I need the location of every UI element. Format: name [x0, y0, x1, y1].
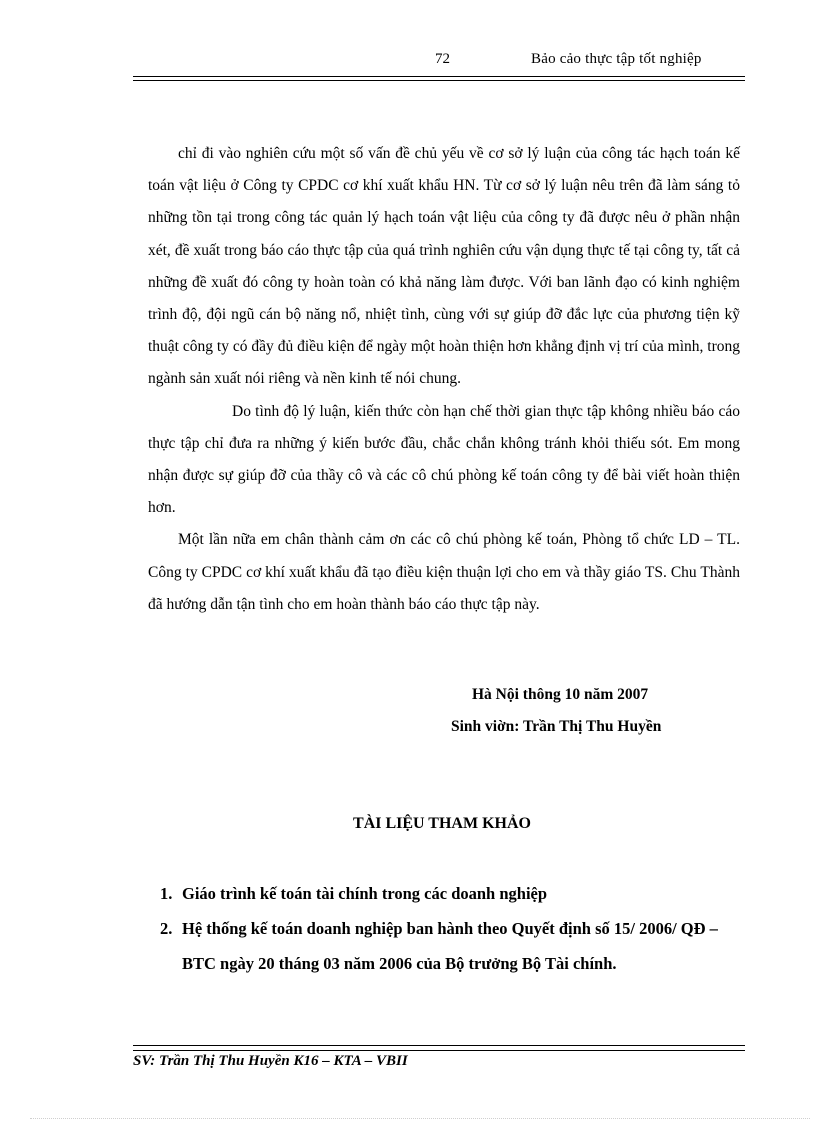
signature-date: Hà Nội thông 10 năm 2007	[472, 686, 649, 703]
page-header	[133, 51, 745, 75]
footer-divider	[133, 1045, 745, 1051]
reference-number: 2.	[160, 919, 173, 938]
header-title: Bảo cảo thực tập tốt nghiệp	[531, 51, 702, 67]
paragraph: Một lần nữa em chân thành cảm ơn các cô chú phòng kế toán, Phòng tổ chức LD – TL. Công ty CPDC cơ khí xuất khẩu đã tạo điều kiện thuận lợi cho em và thầy giáo TS. Chu Thành đã hướng dẫn tận tình cho em hoàn thành báo cáo thực tập này.	[148, 531, 740, 613]
signature-name: Sinh viờn: Trần Thị Thu Huyền	[451, 718, 662, 735]
body-text	[148, 138, 740, 621]
reference-text: Hệ thống kế toán doanh nghiệp ban hành theo Quyết định số 15/ 2006/ QĐ – BTC ngày 20 tháng 03 năm 2006 của Bộ trưởng Bộ Tài chính.	[182, 919, 718, 973]
page-number: 72	[435, 51, 450, 67]
header-divider	[133, 76, 745, 81]
reference-text: Giáo trình kế toán tài chính trong các doanh nghiệp	[182, 884, 548, 903]
references-heading: TÀI LIỆU THAM KHẢO	[353, 815, 531, 832]
reference-item	[160, 911, 745, 981]
references-list	[160, 876, 745, 981]
reference-item	[160, 876, 745, 911]
footer-text: SV: Trần Thị Thu Huyền K16 – KTA – VBII	[133, 1053, 408, 1069]
paragraph: Do tình độ lý luận, kiến thức còn hạn chế thời gian thực tập không nhiều báo cáo thực tập chỉ đưa ra những ý kiến bước đầu, chắc chắn không tránh khỏi thiếu sót. Em mong nhận được sự giúp đỡ của thầy cô và các cô chú phòng kế toán công ty để bài viết hoàn thiện hơn.	[148, 402, 740, 517]
paragraph: chỉ đi vào nghiên cứu một số vấn đề chủ yếu về cơ sở lý luận của công tác hạch toán kế toán vật liệu ở Công ty CPDC cơ khí xuất khẩu HN. Từ cơ sở lý luận nêu trên đã làm sáng tỏ những tồn tại trong công tác quản lý hạch toán vật liệu của công ty đã được nêu ở phần nhận xét, đề xuất trong báo cáo thực tập của quá trình nghiên cứu vận dụng thực tế tại công ty, tất cả những đề xuất đó công ty hoàn toàn có khả năng làm được. Với ban lãnh đạo có kinh nghiệm trình độ, đội ngũ cán bộ năng nổ, nhiệt tình, cùng với sự giúp đỡ đắc lực của phương tiện kỹ thuật công ty có đầy đủ điều kiện để ngày một hoàn thiện hơn khẳng định vị trí của mình, trong ngành sản xuất nói riêng và nền kinh tế nói chung.	[148, 145, 740, 388]
page-bottom-edge	[30, 1118, 810, 1119]
reference-number: 1.	[160, 884, 173, 903]
